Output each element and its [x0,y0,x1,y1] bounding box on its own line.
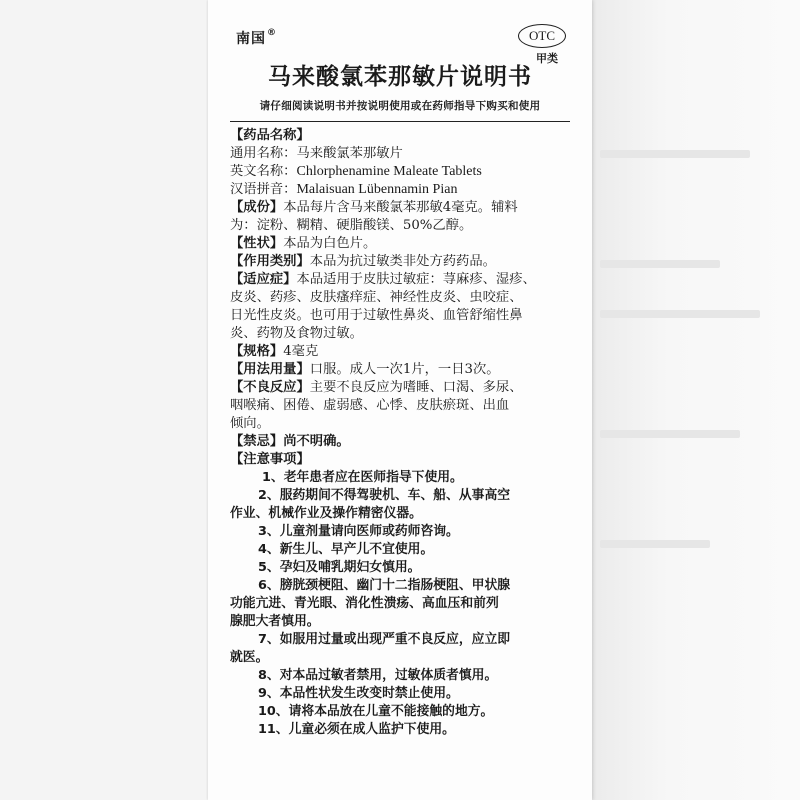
precaution-item: 就医。 [230,650,269,665]
registered-mark: ® [267,28,277,38]
adverse-heading: 【不良反应】 [230,380,310,395]
show-through-text [600,430,740,438]
dosage-text: 口服。成人一次1片，一日3次。 [309,362,500,377]
drug-name-heading: 【药品名称】 [230,128,310,143]
divider [230,121,570,122]
composition-heading: 【成份】 [230,200,284,215]
precaution-item: 2、服药期间不得驾驶机、车、船、从事高空 [258,488,511,503]
pinyin-label: 汉语拼音： [230,182,297,197]
precaution-item: 6、膀胱颈梗阻、幽门十二指肠梗阻、甲状腺 [258,578,511,593]
show-through-text [600,260,720,268]
adverse-text: 咽喉痛、困倦、虚弱感、心悸、皮肤瘀斑、出血 [230,398,510,413]
show-through-text [600,540,710,548]
composition-text: 为：淀粉、糊精、硬脂酸镁、50%乙醇。 [230,218,473,233]
brand-logo [236,28,277,48]
otc-class-label: 甲类 [536,52,558,65]
category-text: 本品为抗过敏类非处方药药品。 [309,254,496,269]
character-heading: 【性状】 [230,236,284,251]
adverse-text: 主要不良反应为嗜睡、口渴、多尿、 [309,380,523,395]
character-text: 本品为白色片。 [283,236,377,251]
spec-text: 4毫克 [283,344,319,359]
dosage-heading: 【用法用量】 [230,362,310,377]
adverse-text: 倾向。 [230,416,270,431]
background-surface [580,0,800,800]
precaution-item: 5、孕妇及哺乳期妇女慎用。 [258,560,421,575]
leaflet-title: 马来酸氯苯那敏片说明书 [268,64,532,90]
leaflet-subtitle: 请仔细阅读说明书并按说明使用或在药师指导下购买和使用 [259,100,541,112]
precaution-item: 9、本品性状发生改变时禁止使用。 [258,686,459,701]
indications-text: 日光性皮炎。也可用于过敏性鼻炎、血管舒缩性鼻 [230,308,523,323]
show-through-text [600,310,760,318]
indications-text: 本品适用于皮肤过敏症：荨麻疹、湿疹、 [296,272,536,287]
precautions-heading: 【注意事项】 [230,452,310,467]
precaution-item: 作业、机械作业及操作精密仪器。 [230,506,422,521]
indications-text: 炎、药物及食物过敏。 [230,326,363,341]
generic-name-value: 马来酸氯苯那敏片 [296,146,403,161]
english-name-value: Chlorphenamine Maleate Tablets [296,164,482,179]
composition-text: 本品每片含马来酸氯苯那敏4毫克。辅料 [283,200,518,215]
precaution-item: 3、儿童剂量请向医师或药师咨询。 [258,524,459,539]
contraindications-heading: 【禁忌】 [230,434,284,449]
precaution-item: 4、新生儿、早产儿不宜使用。 [258,542,434,557]
indications-heading: 【适应症】 [230,272,297,287]
precaution-item: 10、请将本品放在儿童不能接触的地方。 [258,704,494,719]
pinyin-value: Malaisuan Lübennamin Pian [296,182,458,197]
precaution-item: 腺肥大者慎用。 [230,614,320,629]
generic-name-label: 通用名称： [230,146,297,161]
spec-heading: 【规格】 [230,344,284,359]
show-through-text [600,150,750,158]
contraindications-text: 尚不明确。 [283,434,350,449]
precaution-item: 1、老年患者应在医师指导下使用。 [262,470,463,485]
precaution-item: 功能亢进、青光眼、消化性溃疡、高血压和前列 [230,596,499,611]
otc-badge: OTC [518,24,566,48]
precaution-item: 11、儿童必须在成人监护下使用。 [258,722,455,737]
english-name-label: 英文名称： [230,164,297,179]
indications-text: 皮炎、药疹、皮肤瘙痒症、神经性皮炎、虫咬症、 [230,290,523,305]
precaution-item: 8、对本品过敏者禁用，过敏体质者慎用。 [258,668,498,683]
drug-leaflet [208,0,592,800]
brand-name: 南国 [236,31,266,47]
category-heading: 【作用类别】 [230,254,310,269]
precaution-item: 7、如服用过量或出现严重不良反应，应立即 [258,632,511,647]
leaflet-content [230,127,570,739]
